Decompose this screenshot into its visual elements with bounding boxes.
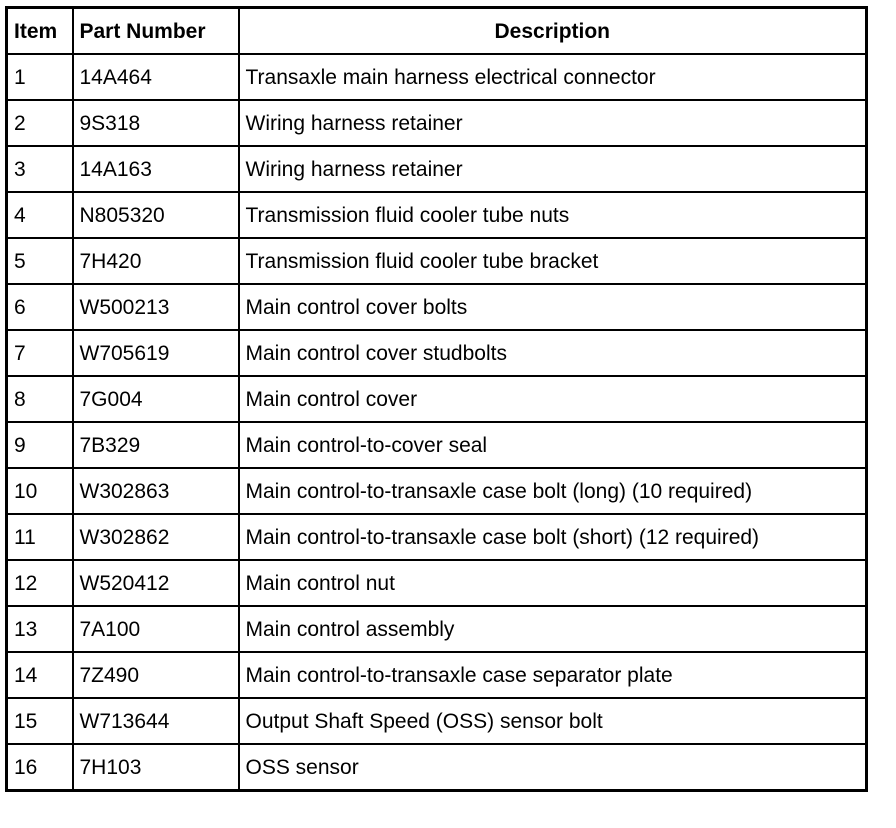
table-row (7, 192, 867, 238)
item-cell: 12 (7, 560, 73, 606)
description-cell: Output Shaft Speed (OSS) sensor bolt (239, 698, 867, 744)
table-body (7, 54, 867, 791)
item-cell: 7 (7, 330, 73, 376)
table-row (7, 146, 867, 192)
description-cell: Transmission fluid cooler tube bracket (239, 238, 867, 284)
column-header-part-number: Part Number (73, 8, 239, 55)
description-cell: Main control cover studbolts (239, 330, 867, 376)
column-header-item: Item (7, 8, 73, 55)
table-row (7, 100, 867, 146)
table-row (7, 606, 867, 652)
part-number-cell: 14A464 (73, 54, 239, 100)
part-number-cell: 7G004 (73, 376, 239, 422)
table-row (7, 376, 867, 422)
part-number-cell: W705619 (73, 330, 239, 376)
description-cell: OSS sensor (239, 744, 867, 791)
item-cell: 16 (7, 744, 73, 791)
item-cell: 14 (7, 652, 73, 698)
item-cell: 6 (7, 284, 73, 330)
item-cell: 15 (7, 698, 73, 744)
part-number-cell: W520412 (73, 560, 239, 606)
table-row (7, 54, 867, 100)
table-header (7, 8, 867, 55)
description-cell: Main control cover bolts (239, 284, 867, 330)
table-row (7, 468, 867, 514)
parts-table (5, 6, 868, 792)
description-cell: Main control-to-transaxle case bolt (short) (12 required) (239, 514, 867, 560)
item-cell: 5 (7, 238, 73, 284)
part-number-cell: 7Z490 (73, 652, 239, 698)
table-row (7, 560, 867, 606)
part-number-cell: W302863 (73, 468, 239, 514)
description-cell: Main control-to-transaxle case bolt (long) (10 required) (239, 468, 867, 514)
description-cell: Main control cover (239, 376, 867, 422)
description-cell: Transmission fluid cooler tube nuts (239, 192, 867, 238)
part-number-cell: 9S318 (73, 100, 239, 146)
item-cell: 9 (7, 422, 73, 468)
description-cell: Main control-to-transaxle case separator plate (239, 652, 867, 698)
column-header-description: Description (239, 8, 867, 55)
item-cell: 3 (7, 146, 73, 192)
table-row (7, 652, 867, 698)
table-row (7, 698, 867, 744)
item-cell: 10 (7, 468, 73, 514)
description-cell: Main control-to-cover seal (239, 422, 867, 468)
description-cell: Main control assembly (239, 606, 867, 652)
table-row (7, 514, 867, 560)
part-number-cell: W713644 (73, 698, 239, 744)
item-cell: 8 (7, 376, 73, 422)
header-row (7, 8, 867, 55)
table-row (7, 744, 867, 791)
part-number-cell: 7H103 (73, 744, 239, 791)
description-cell: Transaxle main harness electrical connector (239, 54, 867, 100)
item-cell: 1 (7, 54, 73, 100)
description-cell: Wiring harness retainer (239, 146, 867, 192)
table-row (7, 422, 867, 468)
table-row (7, 238, 867, 284)
part-number-cell: 7A100 (73, 606, 239, 652)
table-row (7, 330, 867, 376)
description-cell: Main control nut (239, 560, 867, 606)
part-number-cell: W500213 (73, 284, 239, 330)
part-number-cell: 7H420 (73, 238, 239, 284)
table-row (7, 284, 867, 330)
part-number-cell: 14A163 (73, 146, 239, 192)
part-number-cell: 7B329 (73, 422, 239, 468)
item-cell: 4 (7, 192, 73, 238)
description-cell: Wiring harness retainer (239, 100, 867, 146)
item-cell: 11 (7, 514, 73, 560)
part-number-cell: N805320 (73, 192, 239, 238)
item-cell: 13 (7, 606, 73, 652)
item-cell: 2 (7, 100, 73, 146)
part-number-cell: W302862 (73, 514, 239, 560)
